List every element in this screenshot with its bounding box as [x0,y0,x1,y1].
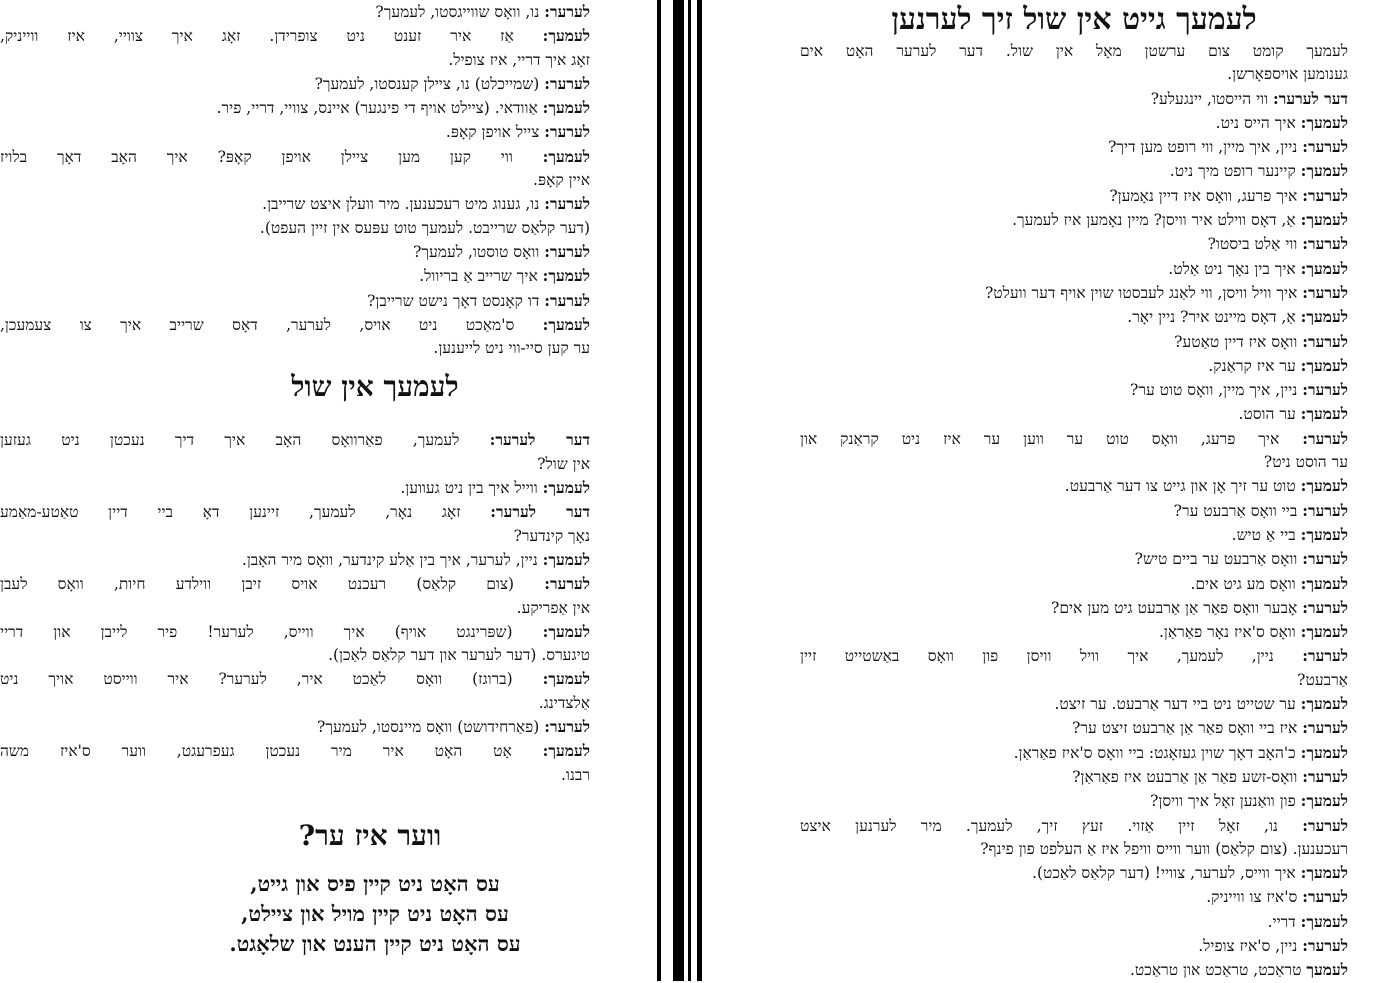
text-line [800,716,1348,740]
speaker-label: לערער: [1302,549,1348,569]
text-line [0,264,590,288]
speaker-label: לעמעך: [542,266,590,286]
text-line [800,692,1348,716]
line-text: איך שרייב אַ בריוול. [419,267,543,286]
line-text: ער איז קראַנק. [1208,356,1301,375]
speaker-label: לעמעך: [1300,524,1348,544]
text-line [800,330,1348,354]
text-line [0,120,590,144]
text-line [800,814,1348,838]
line-text: קיינער רופט מיך ניט. [1169,162,1301,181]
speaker-label: לערער: [1302,137,1348,157]
line-text: אָבער וואָס פאַר אַן אַרבעט גיט מען אים? [1051,598,1303,617]
text-line [0,217,590,240]
line-text: טוט ער זיך אָן און גייט צו דער אַרבעט. [1064,477,1301,496]
text-line [800,523,1348,547]
text-line [800,572,1348,596]
line-text: אָט האָט איר מיר נעכטן געפרעגט, ווער ס'איז משה [0,742,543,761]
text-line [800,669,1348,692]
speaker-label: לעמעך: [1300,622,1348,642]
text-line [0,548,590,572]
speaker-label: לעמעך: [542,146,590,166]
line-text: אַרבעט? [1297,670,1348,689]
text-line [800,838,1348,861]
speaker-label: לעמעך: [542,314,590,334]
speaker-label: לעמעך: [1300,258,1348,278]
text-line [800,644,1348,668]
line-text: פון וואַנען זאָל איך וויסן? [1150,792,1301,811]
line-text: אַז איר זענט ניט צופרידן. זאָג איך צוויי, איז ווייניק, [0,27,543,46]
line-text: נו, זאָל זיין אַזוי. זעץ זיך, לעמעך. מיר לערנען איצט [800,816,1303,835]
line-text: צייל אויפן קאָפּ. [445,123,545,142]
left-column-top-text [0,0,590,360]
text-line [800,208,1348,232]
line-text: נו, גענוג מיט רעכענען. מיר וועלן איצט שרייבן. [262,195,545,214]
text-line [0,692,590,715]
line-text: רבנו. [560,765,590,784]
line-text: ווייל איך בין ניט געווען. [400,479,543,498]
poem-line: עס האָט ניט קיין פיס און גייט, [250,870,500,896]
speaker-label: לערער: [1302,331,1348,351]
speaker-label: דער לערער: [1273,88,1348,108]
line-text: וואָס טוסטו, לעמעך? [413,242,545,261]
line-text: ביי וואָס אַרבעט ער? [1173,501,1303,520]
speaker-label: לעמעך: [1300,210,1348,230]
line-text: וואָס מע גיט אים. [1190,574,1301,593]
line-text: ניין, לעמעך, איך וויל וויסן פון וואָס באַשטייט זיין [800,647,1303,666]
text-line [0,96,590,120]
line-text: ווי קען מען ציילן אויפן קאָפּ? איך האָב דאָך בלויז [0,147,543,166]
line-text: ניין, ס'איז צופיל. [1198,936,1303,955]
line-text: דריי. [1267,912,1301,931]
text-line [800,135,1348,159]
line-text: איז ביי וואָס פאַר אַן אַרבעט זיצט ער? [1072,719,1303,738]
text-line [0,715,590,739]
speaker-label: לערער: [1302,766,1348,786]
line-text: איך פרעג, וואָס איז דיין נאָמען? [1109,186,1303,205]
riddle-poem [0,869,590,959]
line-text: (צום קלאַס) רעכנט אויס זיבן ווילדע חיות, וואָס לעבן [0,575,545,594]
speaker-label: לערער: [544,2,590,21]
line-text: זאָג איך דריי, איז צופיל. [448,50,590,69]
right-column-text [800,40,1348,983]
speaker-label: לערער: [1302,234,1348,254]
speaker-label: לעמעך [1306,960,1348,980]
text-line [800,765,1348,789]
speaker-label: לעמעך: [1300,694,1348,714]
speaker-label: לערער: [544,717,590,737]
text-line [0,572,590,596]
speaker-label: לערער: [1302,282,1348,302]
speaker-label: לערער: [544,574,590,594]
line-text: ניין, לערער, איך בין אַלע קינדער, וואָס מיר האָבן. [241,550,543,569]
text-line [800,257,1348,281]
left-column-mid-text [0,428,590,786]
speaker-label: לעמעך: [542,669,590,689]
speaker-label: לערער: [544,122,590,142]
line-text: וואָס איז דיין טאַטע? [1174,332,1303,351]
text-line [0,597,590,620]
text-line [800,427,1348,451]
line-text: ניין, איך מיין, וואָס טוט ער? [1130,381,1303,400]
speaker-label: לעמעך: [542,741,590,761]
line-text: דו קאָנסט דאָך נישט שרייבן? [367,291,545,310]
text-line [0,313,590,337]
line-text: אַלצדינג. [538,693,590,712]
speaker-label: לעמעך: [542,478,590,498]
right-column [800,0,1348,981]
line-text: איך הייס ניט. [1215,113,1301,132]
line-text: (ברוגז) וואָס לאַכט איר, לערער? איר ווייסט אויך ניט [0,670,543,689]
line-text: רעכענען. (צום קלאַס) ווער ווייס וויפל איז אַ העלפט פון פינף? [980,839,1348,858]
speaker-label: לערער: [1302,718,1348,738]
text-line [0,453,590,476]
speaker-label: לערער: [544,73,590,93]
text-line [800,596,1348,620]
line-text: ער הוסט ניט? [1263,453,1348,472]
speaker-label: לערער: [544,241,590,261]
speaker-label: לערער: [1302,500,1348,520]
text-line [800,547,1348,571]
speaker-label: לערער: [544,194,590,214]
speaker-label: לעמעך: [542,26,590,46]
speaker-label: לערער: [1302,428,1348,448]
text-line [800,789,1348,813]
speaker-label: לעמעך: [1300,476,1348,496]
speaker-label: לעמעך: [542,98,590,118]
right-column-title: לעמעך גייט אין שול זיך לערנען [891,2,1257,37]
text-line [0,620,590,644]
text-line [800,861,1348,885]
text-line [0,49,590,72]
text-line [800,741,1348,765]
text-line [0,337,590,360]
line-text: וואָס ס'איז נאָר פאַראַן. [1158,623,1301,642]
speaker-label: לעמעך: [1300,307,1348,327]
text-line [0,24,590,48]
line-text: טיגערס. (דער לערער און דער קלאַס לאַכן). [328,646,590,665]
text-line [0,72,590,96]
text-line [0,667,590,691]
line-text: לעמעך קומט צום ערשטן מאָל אין שול. דער לערער האָט אים [800,42,1348,60]
text-line [0,240,590,264]
line-text: ער שטייט ניט ביי דער אַרבעט. ער זיצט. [1054,695,1301,714]
text-line [800,910,1348,934]
line-text: אַ, דאָס מיינט איר? ניין יאָר. [1127,308,1301,327]
line-text: ס'איז צו ווייניק. [1206,888,1303,907]
line-text: איך ווייס, לערער, צוויי! (דער קלאַס לאַכט). [1032,864,1301,883]
speaker-label: לעמעך: [1300,742,1348,762]
text-line [0,500,590,524]
line-text: אין שול? [537,454,590,473]
speaker-label: לערער: [1302,597,1348,617]
text-line [800,402,1348,426]
line-text: ס'מאַכט ניט אויס, לערער, דאָס שרייב איך צו צעמעכן, [0,315,543,334]
speaker-label: לעמעך: [542,549,590,569]
speaker-label: לעמעך: [1300,791,1348,811]
line-text: (שמייכלט) נו, ציילן קענסטו, לעמעך? [314,74,545,93]
text-line [800,451,1348,474]
line-text: כ'האָב דאָך שוין געזאָגט: ביי וואָס ס'איז פאַראַן. [1013,743,1301,762]
line-text: איך וויל וויסן, ווי לאַנג לעבסטו שוין אויף דער וועלט? [984,283,1303,302]
text-line [800,159,1348,183]
speaker-label: לעמעך: [1300,355,1348,375]
line-text: ביי אַ טיש. [1231,525,1301,544]
page-gutter-divider [655,0,707,981]
text-line [800,499,1348,523]
speaker-label: לערער: [1302,646,1348,666]
speaker-label: לעמעך: [1300,863,1348,883]
speaker-label: לעמעך: [1300,161,1348,181]
line-text: איך פרעג, וואָס טוט ער ווען ער איז ניט קראַנק און [800,429,1303,448]
line-text: ער הוסט. [1238,405,1301,424]
line-text: איין קאָפּ. [533,171,590,190]
text-line [0,764,590,787]
text-line [800,354,1348,378]
text-line [0,169,590,192]
speaker-label: לערער: [544,290,590,310]
text-line [0,145,590,169]
line-text: זאָג נאָר, לעמעך, זיינען דאָ ביי דיין טאַטע-מאַמע [0,503,491,522]
left-column [0,0,590,981]
line-text: נו, וואָס שווייגסטו, לעמעך? [375,3,545,21]
text-line [0,644,590,667]
speaker-label: לעמעך: [1300,911,1348,931]
line-text: נאָך קינדער? [513,526,590,545]
poem-line: עס האָט ניט קיין הענט און שלאָגט. [229,930,521,956]
speaker-label: דער לערער: [490,502,590,522]
speaker-label: לערער: [1302,185,1348,205]
line-text: ער קען סיי-ווי ניט לייענען. [433,339,590,358]
line-text: וואָס אַרבעט ער ביים טיש? [1134,550,1303,569]
line-text: גענומען אויספאָרשן. [1227,65,1348,84]
line-text: אַ, דאָס ווילט איר וויסן? מיין נאָמען איז לעמעך. [1012,211,1301,230]
text-line [800,378,1348,402]
text-line [800,958,1348,982]
line-text: אַוודאי. (ציילט אויף די פינגער) איינס, צוויי, דריי, פיר. [216,99,543,118]
speaker-label: לערער: [1302,815,1348,835]
text-line [800,620,1348,644]
text-line [0,289,590,313]
line-text: ווי הייסטו, יינגעלע? [1150,89,1274,108]
line-text: (שפּרינגט אויף) איך ווייס, לערער! פיר לייבן און דריי [0,622,543,641]
speaker-label: לעמעך: [1300,112,1348,132]
text-line [0,0,590,24]
speaker-label: לעמעך: [1300,404,1348,424]
line-text: ניין, איך מיין, ווי רופט מען דיך? [1108,138,1303,157]
text-line [800,232,1348,256]
line-text: ווי אַלט ביסטו? [1207,235,1303,254]
text-line [0,192,590,216]
text-line [800,87,1348,111]
text-line [0,739,590,763]
text-line [800,305,1348,329]
section-title-ver-iz-er: ווער איז ער? [298,818,442,852]
speaker-label: לעמעך: [1300,573,1348,593]
text-line [0,525,590,548]
text-line [0,428,590,452]
speaker-label: דער לערער: [489,430,590,450]
text-line [800,885,1348,909]
text-line [800,474,1348,498]
text-line [0,476,590,500]
line-text: לעמעך, פאַרוואָס האָב איך דיך נעכטן ניט געזען [0,431,490,450]
line-text: (דער קלאַס שרייבט. לעמעך טוט עפּעס אין זיין העפט). [259,218,590,237]
line-text: (פאַרחידושט) וואָס מיינסטו, לעמעך? [317,718,545,737]
line-text: אין אַפריקע. [516,598,590,617]
speaker-label: לערער: [1302,380,1348,400]
text-line [800,63,1348,86]
text-line [800,281,1348,305]
text-line [800,934,1348,958]
line-text: וואָס-זשע פאַר אַן אַרבעט איז פאַראַן? [1072,767,1303,786]
line-text: טראַכט, טראַכט און טראַכט. [1129,961,1307,980]
speaker-label: לעמעך: [542,621,590,641]
speaker-label: לערער: [1302,935,1348,955]
text-line [800,184,1348,208]
text-line [800,40,1348,63]
speaker-label: לערער: [1302,887,1348,907]
text-line [800,111,1348,135]
section-title-lemekh-in-shul: לעמעך אין שול [291,370,459,404]
line-text: איך בין נאָך ניט אַלט. [1168,259,1301,278]
poem-line: עס האָט ניט קיין מויל און ציילט, [241,900,509,926]
